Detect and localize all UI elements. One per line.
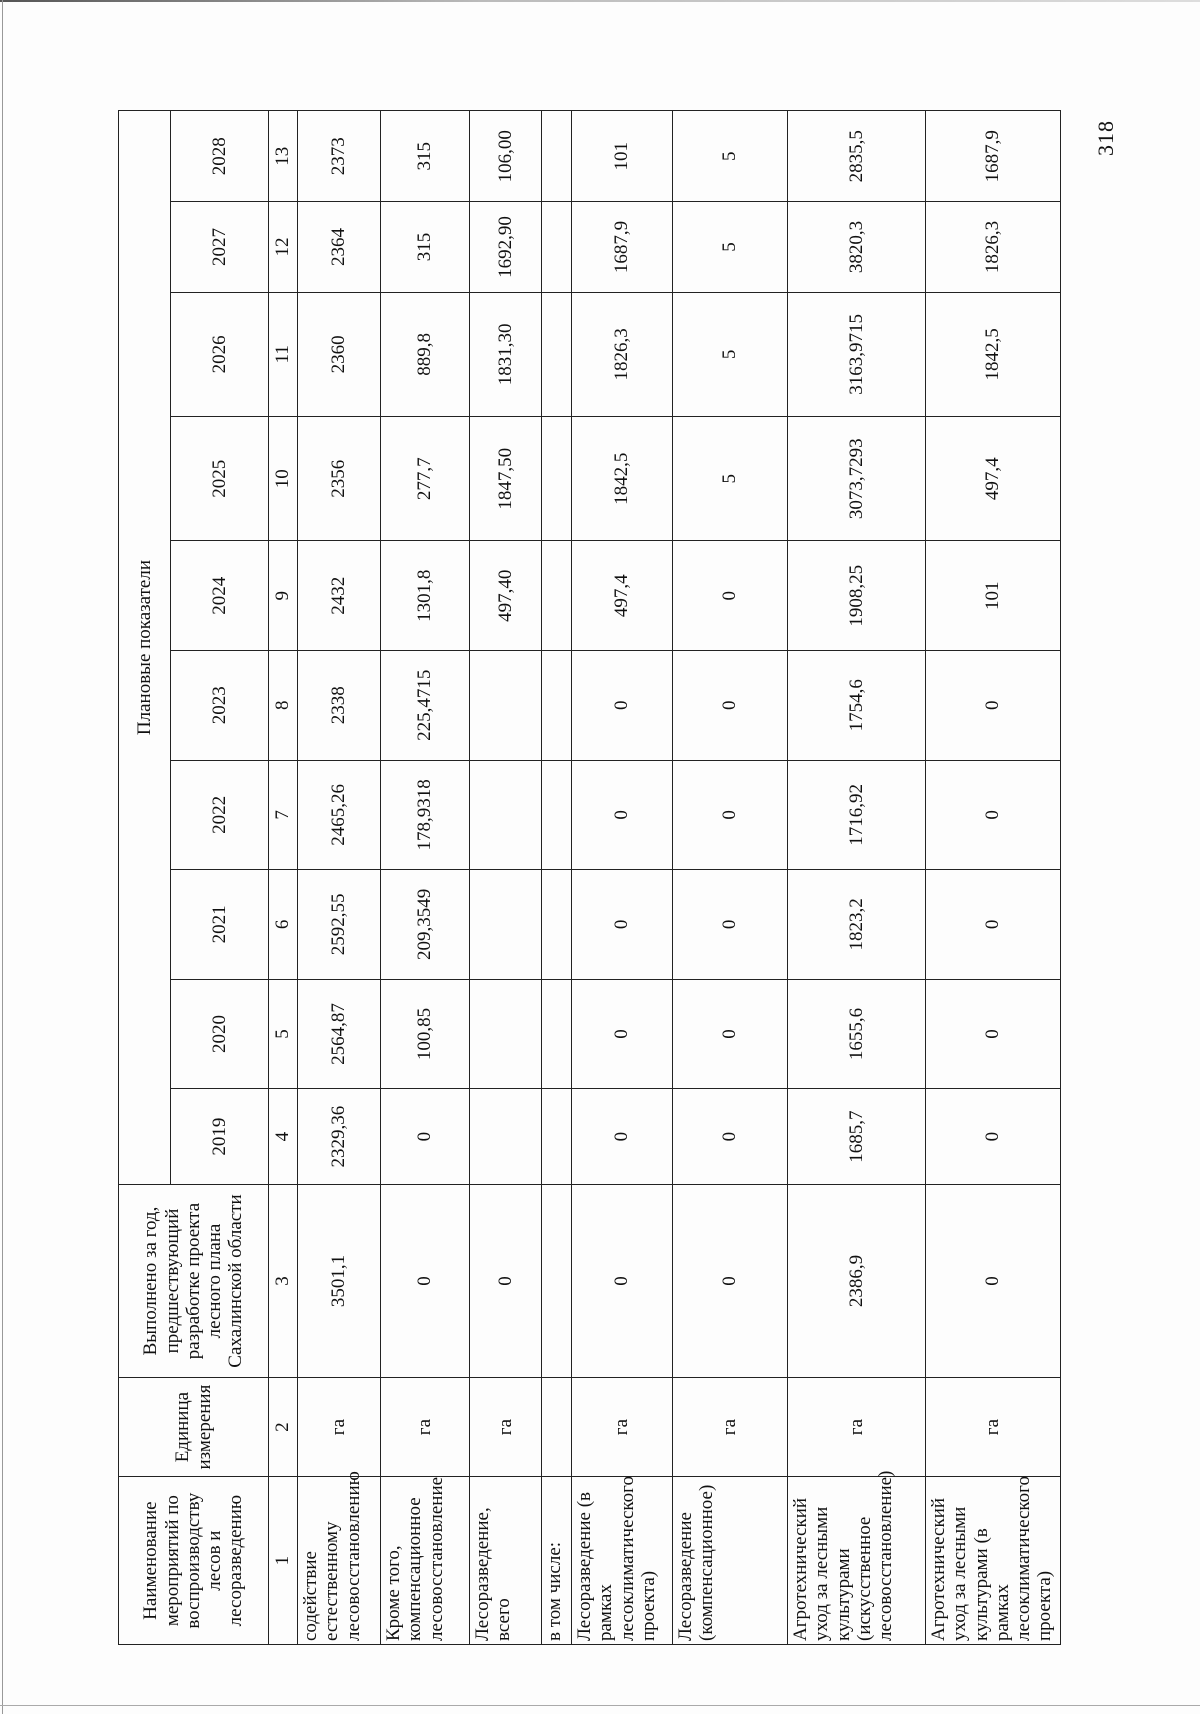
row-unit-cell: га — [298, 1377, 381, 1476]
row-value-cell — [542, 760, 572, 870]
row-value-cell: 0 — [926, 870, 1061, 980]
row-value-cell — [542, 292, 572, 416]
row-value-cell: 2338 — [298, 650, 381, 760]
column-number: 5 — [269, 979, 298, 1089]
row-name-cell: в том числе: — [542, 1477, 572, 1645]
row-value-cell: 0 — [572, 870, 673, 980]
row-value-cell: 1687,9 — [926, 111, 1061, 202]
row-done-cell — [542, 1185, 572, 1378]
year-header: 2024 — [171, 541, 269, 651]
year-header: 2027 — [171, 202, 269, 292]
row-value-cell: 497,4 — [926, 417, 1061, 541]
row-value-cell: 106,00 — [470, 111, 542, 202]
table-row — [381, 111, 470, 1645]
row-unit-cell: га — [788, 1377, 926, 1476]
row-value-cell: 0 — [572, 1089, 673, 1185]
row-name-cell: содействие естественному лесовосстановлению — [298, 1477, 381, 1645]
row-value-cell: 0 — [572, 760, 673, 870]
column-number: 9 — [269, 541, 298, 651]
row-unit-cell: га — [470, 1377, 542, 1476]
rotated-sheet — [118, 110, 1056, 1645]
row-value-cell: 1716,92 — [788, 760, 926, 870]
row-unit-cell: га — [572, 1377, 673, 1476]
row-value-cell: 0 — [926, 760, 1061, 870]
row-value-cell: 2432 — [298, 541, 381, 651]
row-done-cell: 3501,1 — [298, 1185, 381, 1378]
row-name-cell: Лесоразведение, всего — [470, 1477, 542, 1645]
row-name-cell: Агротехнический уход за лесными культурами (в рамках лесоклиматического проекта) — [926, 1477, 1061, 1645]
header-done: Выполнено за год, предшествующий разработке проекта лесного плана Сахалинской области — [119, 1185, 269, 1378]
row-value-cell: 889,8 — [381, 292, 470, 416]
row-value-cell: 497,40 — [470, 541, 542, 651]
row-value-cell: 2835,5 — [788, 111, 926, 202]
row-value-cell: 178,9318 — [381, 760, 470, 870]
row-unit-cell: га — [926, 1377, 1061, 1476]
year-header: 2022 — [171, 760, 269, 870]
column-number: 4 — [269, 1089, 298, 1185]
row-value-cell: 1687,9 — [572, 202, 673, 292]
header-row-1 — [119, 111, 171, 1645]
row-done-cell: 0 — [572, 1185, 673, 1378]
row-value-cell — [542, 979, 572, 1089]
row-value-cell: 2356 — [298, 417, 381, 541]
table-row — [470, 111, 542, 1645]
row-value-cell: 497,4 — [572, 541, 673, 651]
row-done-cell: 0 — [926, 1185, 1061, 1378]
row-value-cell: 101 — [926, 541, 1061, 651]
row-value-cell: 0 — [673, 1089, 788, 1185]
row-value-cell: 1831,30 — [470, 292, 542, 416]
row-value-cell — [470, 1089, 542, 1185]
year-header: 2023 — [171, 650, 269, 760]
row-value-cell — [470, 870, 542, 980]
row-value-cell: 2592,55 — [298, 870, 381, 980]
row-value-cell: 315 — [381, 111, 470, 202]
row-value-cell — [542, 650, 572, 760]
row-value-cell: 0 — [926, 650, 1061, 760]
row-value-cell: 1823,2 — [788, 870, 926, 980]
header-name: Наименование мероприятий по воспроизводству лесов и лесоразведению — [119, 1477, 269, 1645]
row-value-cell: 1847,50 — [470, 417, 542, 541]
row-done-cell: 0 — [470, 1185, 542, 1378]
row-value-cell: 0 — [673, 870, 788, 980]
row-name-cell: Агротехнический уход за лесными культурами (искусственное лесовосстановление) — [788, 1477, 926, 1645]
column-number: 7 — [269, 760, 298, 870]
row-value-cell: 0 — [572, 979, 673, 1089]
scan-bottom-edge — [0, 1705, 1200, 1706]
year-header: 2028 — [171, 111, 269, 202]
row-value-cell: 5 — [673, 292, 788, 416]
table-row — [542, 111, 572, 1645]
column-number: 1 — [269, 1477, 298, 1645]
row-done-cell: 0 — [673, 1185, 788, 1378]
row-value-cell: 0 — [673, 541, 788, 651]
table-row — [788, 111, 926, 1645]
row-value-cell: 5 — [673, 202, 788, 292]
row-done-cell: 0 — [381, 1185, 470, 1378]
row-value-cell: 2564,87 — [298, 979, 381, 1089]
row-value-cell — [542, 541, 572, 651]
row-value-cell: 3163,9715 — [788, 292, 926, 416]
row-unit-cell: га — [381, 1377, 470, 1476]
row-value-cell: 3073,7293 — [788, 417, 926, 541]
row-name-cell: Лесоразведение (компенсационное) — [673, 1477, 788, 1645]
column-number: 11 — [269, 292, 298, 416]
row-value-cell: 1826,3 — [572, 292, 673, 416]
year-header: 2021 — [171, 870, 269, 980]
row-value-cell: 2329,36 — [298, 1089, 381, 1185]
table-row — [298, 111, 381, 1645]
column-number: 8 — [269, 650, 298, 760]
row-value-cell: 0 — [381, 1089, 470, 1185]
row-value-cell: 209,3549 — [381, 870, 470, 980]
row-value-cell: 0 — [926, 979, 1061, 1089]
row-value-cell: 0 — [572, 650, 673, 760]
row-value-cell: 1754,6 — [788, 650, 926, 760]
row-value-cell: 101 — [572, 111, 673, 202]
row-value-cell: 0 — [673, 979, 788, 1089]
year-header: 2026 — [171, 292, 269, 416]
row-name-cell: Кроме того, компенсационное лесовосстановление — [381, 1477, 470, 1645]
row-unit-cell — [542, 1377, 572, 1476]
row-value-cell: 1826,3 — [926, 202, 1061, 292]
row-value-cell: 2364 — [298, 202, 381, 292]
row-value-cell: 0 — [673, 760, 788, 870]
row-value-cell: 1908,25 — [788, 541, 926, 651]
header-unit: Единица измерения — [119, 1377, 269, 1476]
row-value-cell — [542, 870, 572, 980]
row-value-cell: 1692,90 — [470, 202, 542, 292]
scan-left-edge — [2, 0, 3, 1714]
row-value-cell — [542, 417, 572, 541]
row-value-cell: 1685,7 — [788, 1089, 926, 1185]
year-header: 2025 — [171, 417, 269, 541]
row-value-cell: 225,4715 — [381, 650, 470, 760]
row-value-cell: 2373 — [298, 111, 381, 202]
row-value-cell: 1655,6 — [788, 979, 926, 1089]
table-row — [572, 111, 673, 1645]
row-name-cell: Лесоразведение (в рамках лесоклиматического проекта) — [572, 1477, 673, 1645]
row-value-cell: 277,7 — [381, 417, 470, 541]
row-value-cell — [470, 760, 542, 870]
row-value-cell: 1842,5 — [926, 292, 1061, 416]
column-number: 3 — [269, 1185, 298, 1378]
column-number-row — [269, 111, 298, 1645]
row-value-cell — [542, 202, 572, 292]
column-number: 12 — [269, 202, 298, 292]
row-value-cell: 0 — [673, 650, 788, 760]
row-value-cell — [542, 1089, 572, 1185]
column-number: 2 — [269, 1377, 298, 1476]
row-value-cell: 2360 — [298, 292, 381, 416]
scan-top-edge — [0, 0, 1200, 2]
row-value-cell: 5 — [673, 417, 788, 541]
row-value-cell: 3820,3 — [788, 202, 926, 292]
row-value-cell: 100,85 — [381, 979, 470, 1089]
table-row — [673, 111, 788, 1645]
row-value-cell: 1301,8 — [381, 541, 470, 651]
year-header: 2019 — [171, 1089, 269, 1185]
column-number: 6 — [269, 870, 298, 980]
row-value-cell: 1842,5 — [572, 417, 673, 541]
forest-plan-table — [118, 110, 1061, 1645]
row-value-cell: 315 — [381, 202, 470, 292]
year-header: 2020 — [171, 979, 269, 1089]
row-done-cell: 2386,9 — [788, 1185, 926, 1378]
column-number: 13 — [269, 111, 298, 202]
column-number: 10 — [269, 417, 298, 541]
row-unit-cell: га — [673, 1377, 788, 1476]
row-value-cell: 2465,26 — [298, 760, 381, 870]
row-value-cell: 5 — [673, 111, 788, 202]
row-value-cell — [542, 111, 572, 202]
row-value-cell — [470, 650, 542, 760]
table-row — [926, 111, 1061, 1645]
row-value-cell — [470, 979, 542, 1089]
header-planned: Плановые показатели — [119, 111, 171, 1185]
page-number: 318 — [1093, 120, 1118, 156]
row-value-cell: 0 — [926, 1089, 1061, 1185]
